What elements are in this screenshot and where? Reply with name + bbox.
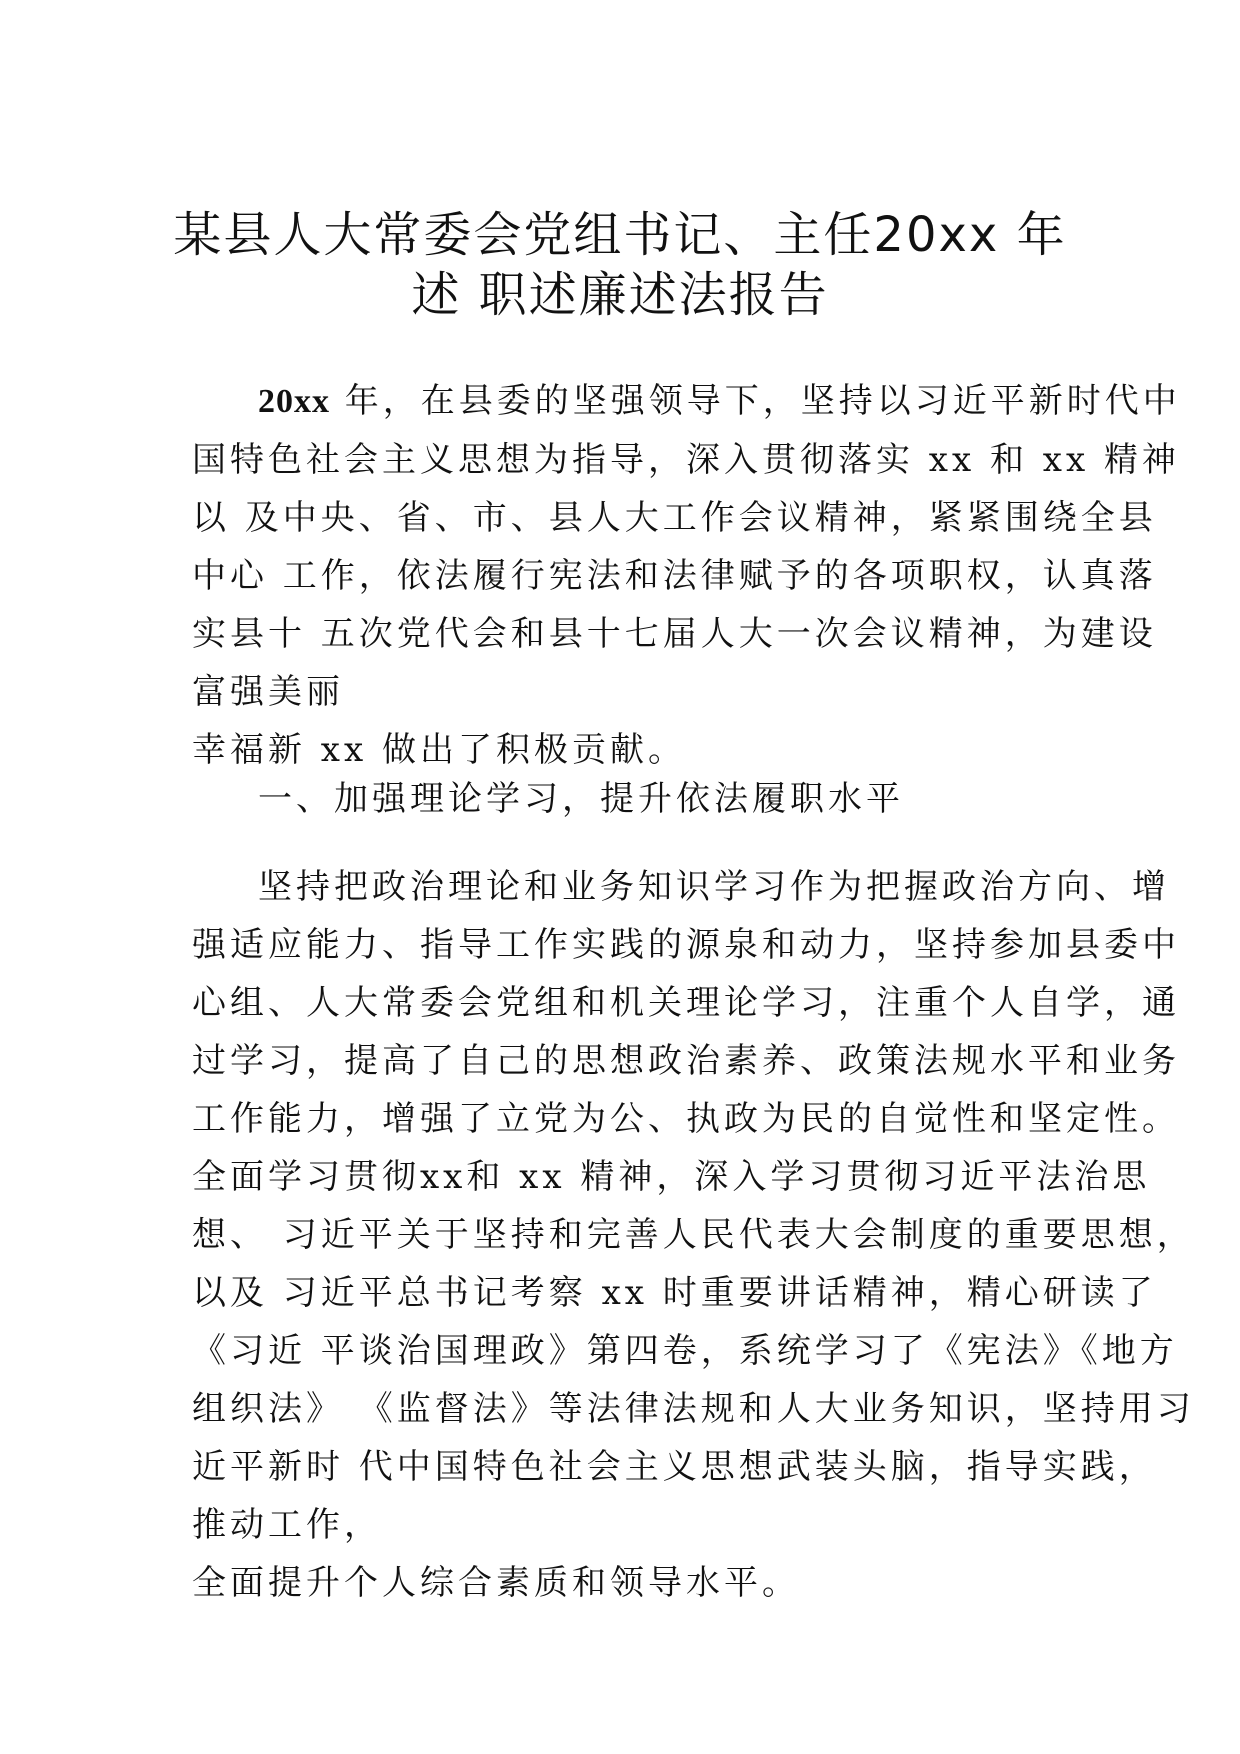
section1-line: 过学习，提高了自己的思想政治素养、政策法规水平和业务 <box>192 1041 1180 1081</box>
section1-line: 想、 习近平关于坚持和完善人民代表大会制度的重要思想， <box>192 1215 1195 1255</box>
section1-line: 工作能力，增强了立党为公、执政为民的自觉性和坚定性。 <box>192 1099 1180 1139</box>
section1-line: 强适应能力、指导工作实践的源泉和动力，坚持参加县委中 <box>192 925 1180 965</box>
section1-line: 全面提升个人综合素质和领导水平。 <box>192 1563 800 1603</box>
intro-line: 实县十 五次党代会和县十七届人大一次会议精神，为建设 <box>192 614 1157 654</box>
section1-line: 以及 习近平总书记考察 xx 时重要讲话精神，精心研读了 <box>192 1273 1157 1313</box>
document-title-line-1: 某县人大常委会党组书记、主任20xx 年 <box>173 207 1067 263</box>
intro-line: 以 及中央、省、市、县人大工作会议精神，紧紧围绕全县 <box>192 498 1157 538</box>
section1-line: 近平新时 代中国特色社会主义思想武装头脑，指导实践， <box>192 1447 1157 1487</box>
document-title-line-2: 述 职述廉述法报告 <box>411 267 829 323</box>
section1-line: 坚持把政治理论和业务知识学习作为把握政治方向、增 <box>258 867 1170 907</box>
section1-line: 组织法》 《监督法》等法律法规和人大业务知识，坚持用习 <box>192 1389 1195 1429</box>
section1-line: 推动工作， <box>192 1505 382 1545</box>
intro-paragraph <box>192 372 1181 779</box>
section1-line: 心组、人大常委会党组和机关理论学习，注重个人自学，通 <box>192 983 1180 1023</box>
intro-line-text: 年，在县委的坚强领导下，坚持以习近平新时代中 <box>330 381 1181 421</box>
year-text: 20xx <box>258 383 330 420</box>
intro-line: 中心 工作，依法履行宪法和法律赋予的各项职权，认真落 <box>192 556 1157 596</box>
intro-line <box>192 372 1181 431</box>
intro-line: 幸福新 xx 做出了积极贡献。 <box>192 730 686 770</box>
intro-line: 富强美丽 <box>192 672 344 712</box>
section1-line: 《习近 平谈治国理政》第四卷，系统学习了《宪法》《地方 <box>192 1331 1178 1371</box>
section1-line: 全面学习贯彻xx和 xx 精神，深入学习贯彻习近平法治思 <box>192 1157 1151 1197</box>
intro-line: 国特色社会主义思想为指导，深入贯彻落实 xx 和 xx 精神 <box>192 440 1180 480</box>
section1-paragraph <box>192 858 1195 1612</box>
section-heading: 一、加强理论学习，提升依法履职水平 <box>258 779 904 819</box>
